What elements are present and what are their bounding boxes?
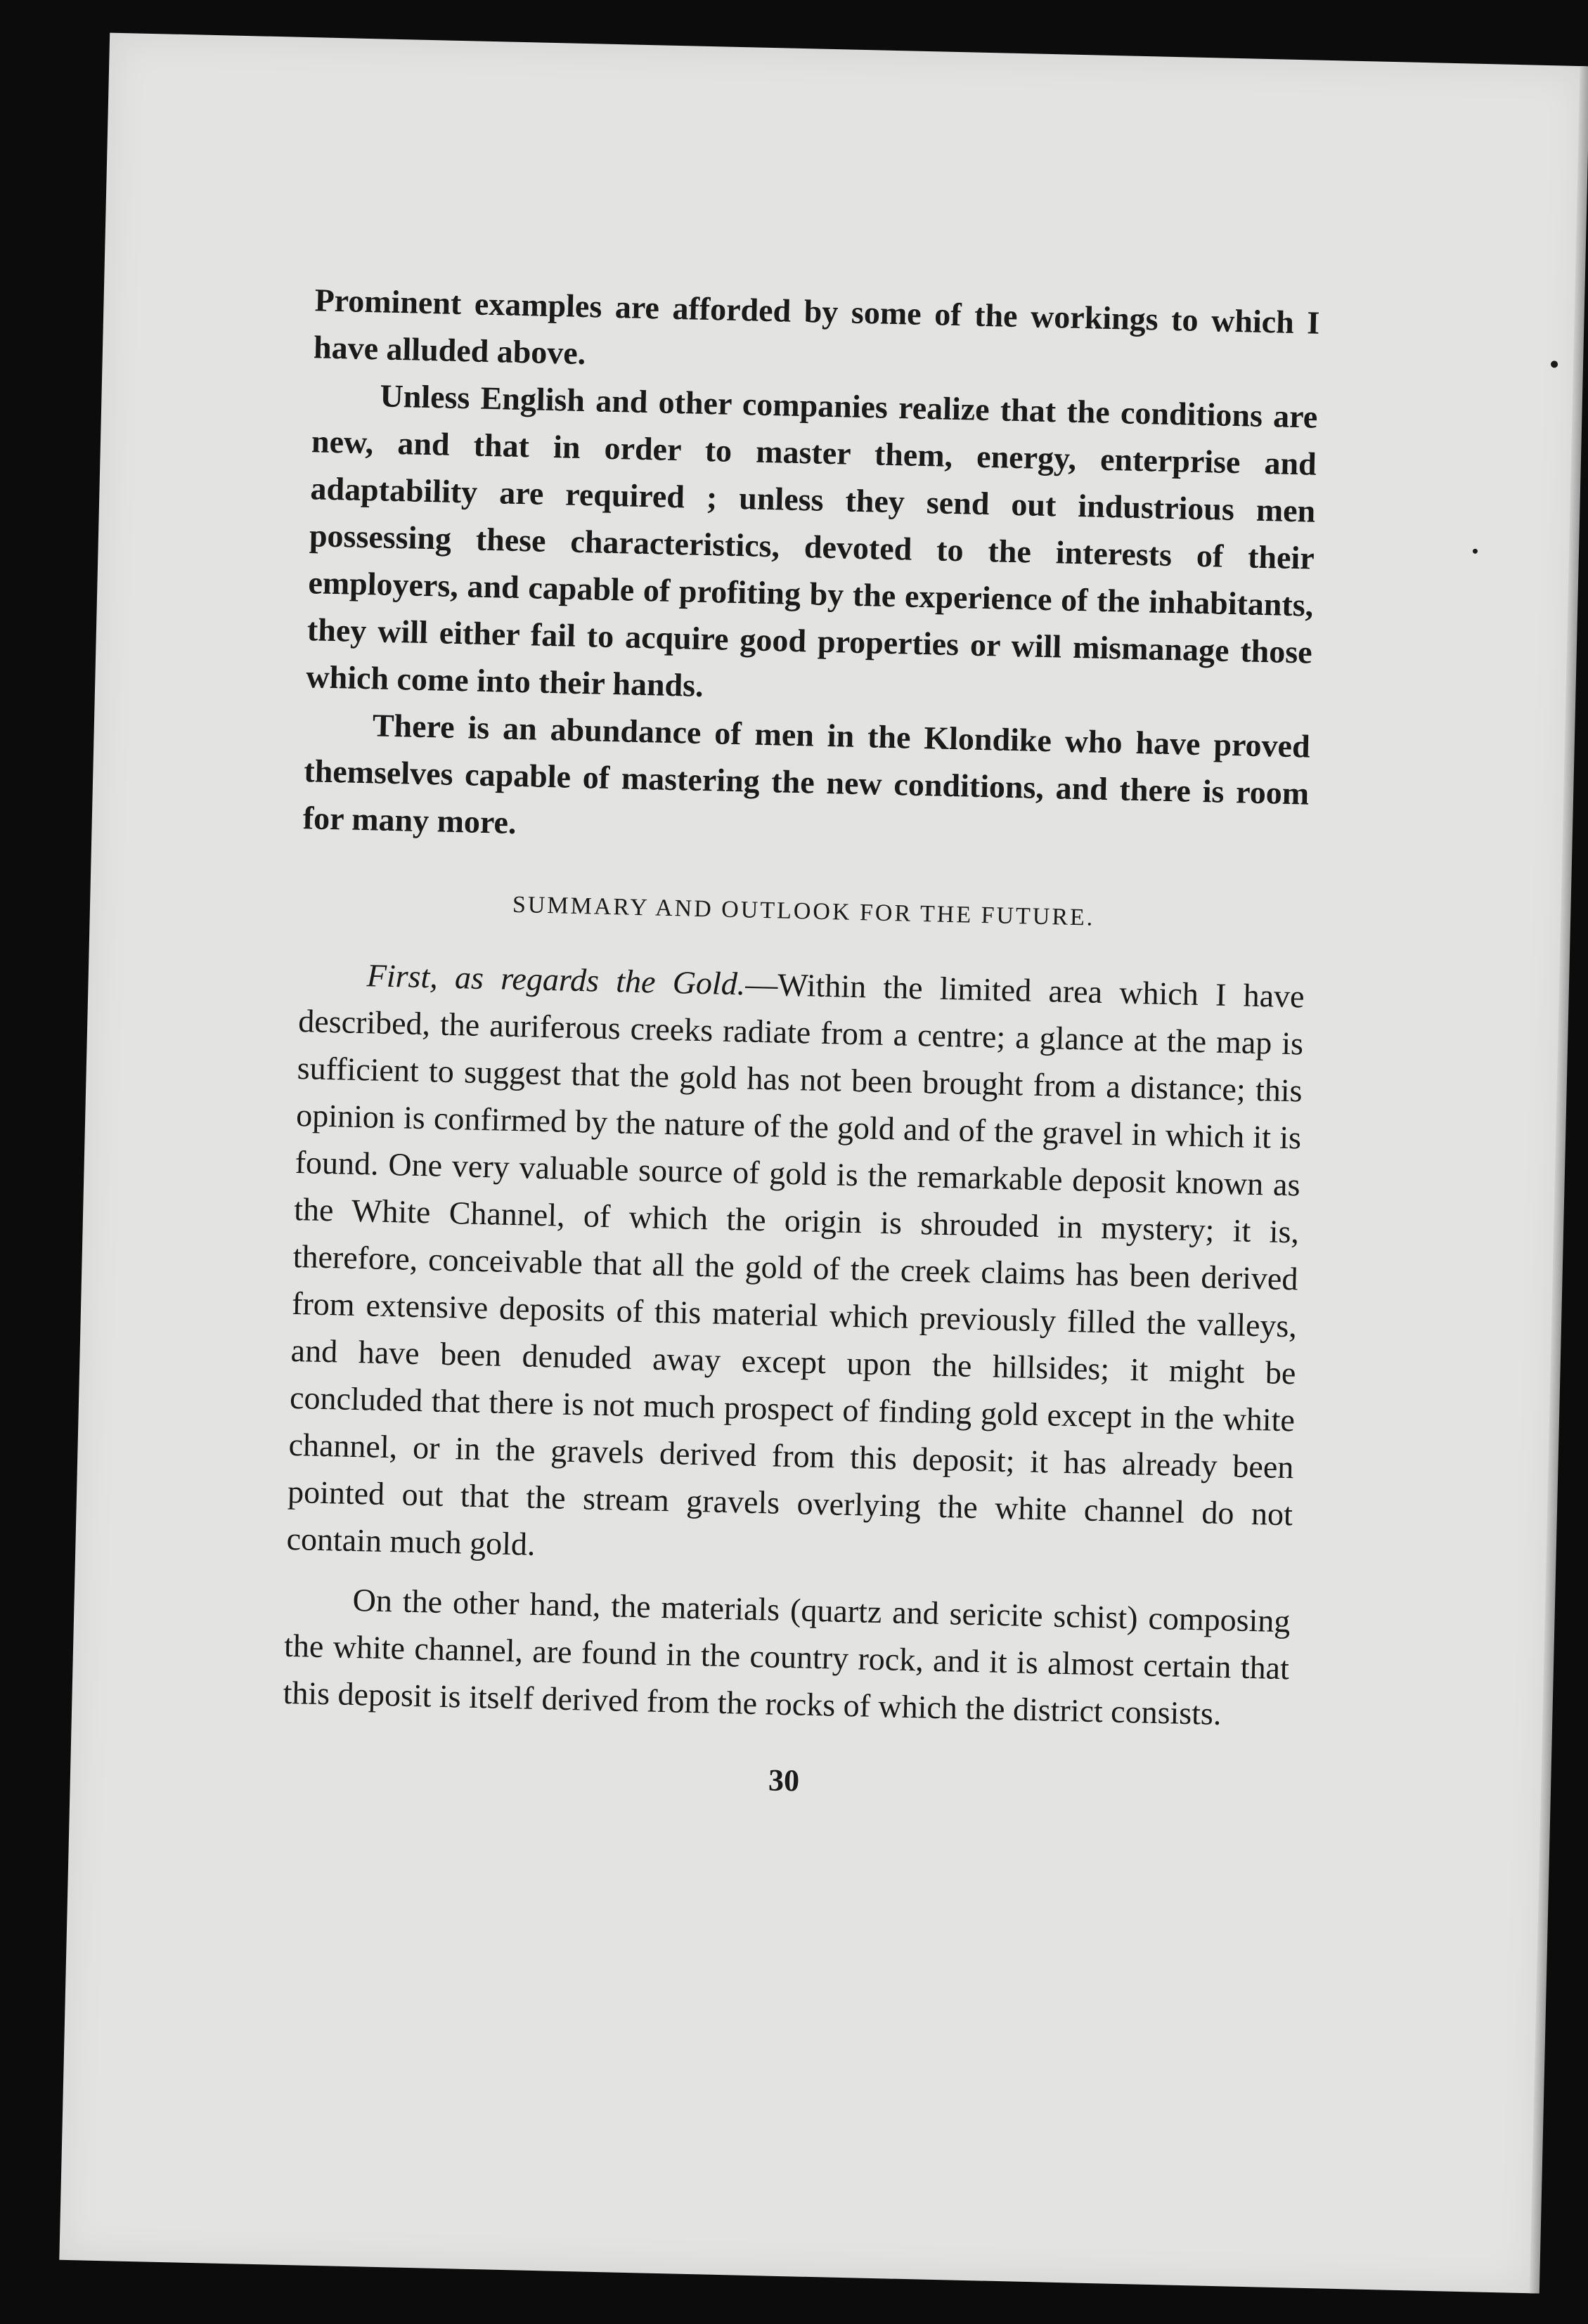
paragraph-lead: First, as regards the Gold.: [366, 957, 746, 1002]
page-text: [280, 276, 1320, 1815]
paragraph-abundance-of-men: There is an abundance of men in the Klondike who have proved themselves capable of mastering the new conditions, and there is room for many more.: [302, 707, 1311, 840]
page-edge: [1530, 66, 1588, 2294]
ink-speck: [1473, 549, 1478, 554]
paragraph-body: —Within the limited area which I have described, the auriferous creeks radiate from a centre; a glance at the map is sufficient to suggest that the gold has not been brought from a distance; this opinion is confirmed by the nature of the gold and of the gravel in which it is found. One very valuable source of gold is the remarkable deposit known as the White Channel, of which the origin is shrouded in mystery; it is, therefore, conceivable that all the gold of the creek claims has been derived from extensive deposits of this material which previously filled the valleys, and have been denuded away except upon the hillsides; it might be concluded that there is not much prospect of finding gold except in the white channel, or in the gravels derived from this deposit; it has already been pointed out that the stream gravels overlying the white channel do not contain much gold.: [286, 966, 1305, 1562]
paragraph-prominent-examples: Prominent examples are afforded by some of the workings to which I have alluded above.: [313, 282, 1320, 372]
paragraph-on-the-other-hand: On the other hand, the materials (quartz and sericite schist) composing the white channel, are found in the country rock, and it is almost certain that this deposit is itself derived from the rocks of which the district consists.: [283, 1582, 1291, 1732]
ink-speck: [1551, 361, 1558, 368]
paragraph-first-as-regards-gold: [286, 950, 1305, 1585]
book-page: [59, 33, 1585, 2294]
page-number: 30: [768, 1763, 800, 1798]
paragraph-unless-english: Unless English and other companies realize that the conditions are new, and that in order to master them, energy, enterprise and adaptability are required ; unless they send out industrious men possessing these characteristics, devoted to the interests of their employers, and capable of profiting by the experience of the inhabitants, they will either fail to acquire good properties or will mismanage those which come into their hands.: [305, 377, 1318, 703]
section-heading: SUMMARY AND OUTLOOK FOR THE FUTURE.: [512, 891, 1095, 931]
